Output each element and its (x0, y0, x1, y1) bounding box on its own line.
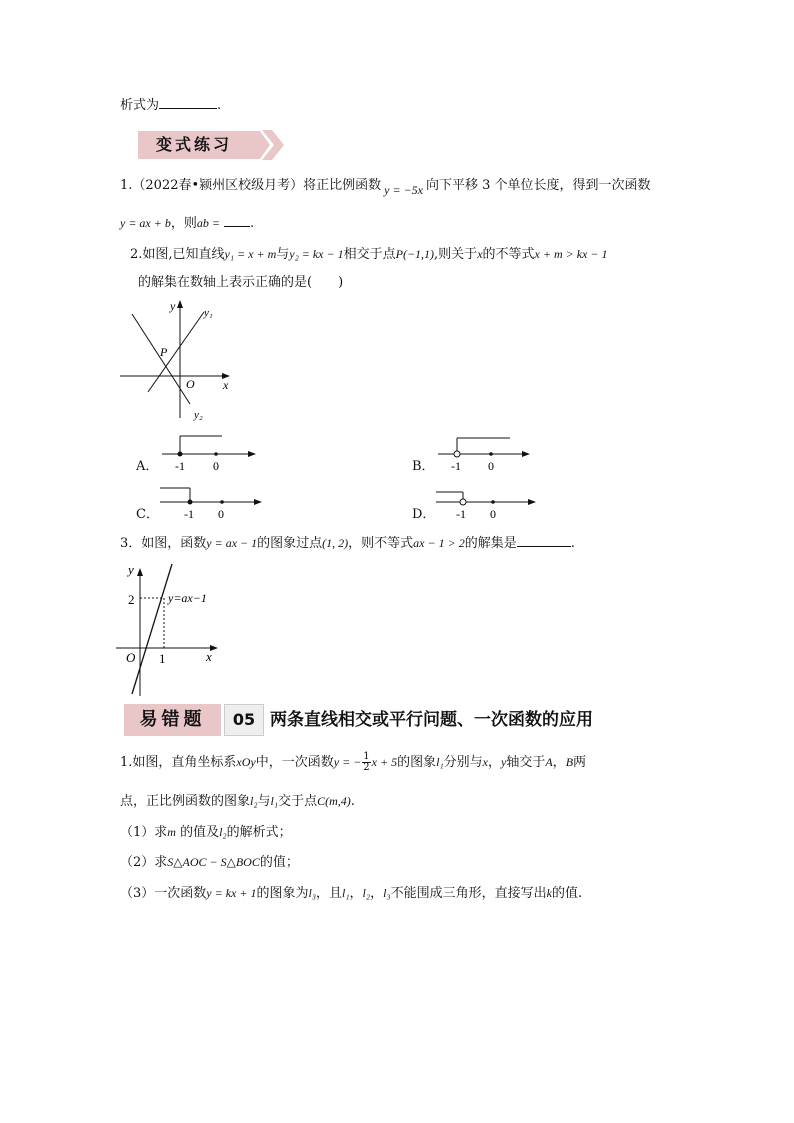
option-b-numberline[interactable] (438, 432, 568, 478)
practice-banner (138, 128, 284, 162)
q2-line2: 的解集在数轴上表示正确的是( ) (138, 275, 344, 290)
option-b-tick-neg1: -1 (451, 459, 461, 473)
q3-graph (112, 558, 232, 698)
option-a-tick-0: 0 (213, 459, 219, 473)
p1-sub1: （1）求m 的值及l₂的解析式； (120, 825, 292, 840)
q2-y-arrow-icon (177, 300, 183, 308)
p1-sub2: （2）求S△AOC − S△BOC的值； (120, 855, 299, 870)
q3-line-label: y=ax−1 (168, 591, 207, 605)
option-c-numberline[interactable] (160, 480, 280, 526)
q2-origin-label: O (186, 377, 195, 391)
q2-x-label: x (223, 378, 229, 392)
p1-line1: 1.如图，直角坐标系xOy中，一次函数y = − $\frac{1}{2}$ x + 5的图象l₁分别与x，y轴交于A，B两 (120, 751, 587, 773)
option-c-label[interactable]: C． (136, 507, 159, 522)
q1-answer-blank[interactable] (224, 214, 250, 227)
option-d-numberline[interactable] (436, 480, 566, 526)
fraction-one-half: $\frac{1}{2}$ (363, 751, 370, 773)
option-d-tick-0: 0 (490, 507, 496, 521)
answer-blank[interactable] (159, 96, 217, 109)
p1-sub3: （3）一次函数y = kx + 1的图象为l₃，且l₁，l₂，l₃不能围成三角形，直接写出k的值. (120, 886, 583, 901)
q2-p-label: P (160, 345, 168, 359)
q2-line-y2 (132, 314, 190, 404)
q2-y2-label: y₂ (194, 409, 203, 421)
continued-text: 析式为 (120, 98, 160, 113)
option-a-tick-neg1: -1 (175, 459, 185, 473)
q1-line1: 1.（2022春•颍州区校级月考）将正比例函数 y = −5x 向下平移 3 个单位长度，得到一次函数 (120, 178, 651, 197)
q3-y-arrow-icon (137, 568, 143, 576)
q2-line1: 2.如图,已知直线y₁ = x + m与y₂ = kx − 1相交于点P(−1,1),则关于x的不等式x + m > kx − 1 (130, 247, 608, 262)
q3-line1: 3．如图，函数y = ax − 1的图象过点(1, 2)，则不等式ax − 1 > 2的解集是 . (120, 536, 575, 551)
p1-line2: 点，正比例函数的图象l₂与l₁交于点C(m,4). (120, 794, 355, 809)
option-c-tick-neg1: -1 (184, 507, 194, 521)
continued-line: 析式为 . (120, 98, 222, 113)
option-a-label[interactable]: A． (136, 459, 159, 474)
q3-function-line (132, 564, 172, 694)
q3-x-label: x (206, 649, 212, 664)
q2-graph (118, 298, 258, 428)
q1-line2: y = ax + b，则ab = . (120, 216, 255, 231)
option-d-label[interactable]: D． (412, 507, 436, 522)
banner-arrow-icon (138, 128, 284, 162)
option-d-tick-neg1: -1 (456, 507, 466, 521)
section-label: 易错题 (124, 704, 221, 736)
option-b-tick-0: 0 (488, 459, 494, 473)
practice-banner-label: 变式练习 (138, 131, 250, 159)
option-c-tick-0: 0 (218, 507, 224, 521)
section-title: 两条直线相交或平行问题、一次函数的应用 (270, 710, 593, 730)
q3-tick-y2: 2 (128, 592, 135, 607)
q3-origin-label: O (126, 650, 136, 665)
q2-y1-label: y₁ (204, 307, 213, 319)
q1-func: y = −5x (384, 183, 424, 197)
option-b-label[interactable]: B． (412, 459, 435, 474)
q2-y-label: y (170, 299, 176, 313)
q3-y-label: y (128, 562, 134, 577)
section-number: 05 (224, 704, 264, 736)
q3-tick-x1: 1 (159, 651, 166, 666)
option-a-numberline[interactable] (162, 432, 272, 478)
q3-answer-blank[interactable] (517, 534, 571, 547)
